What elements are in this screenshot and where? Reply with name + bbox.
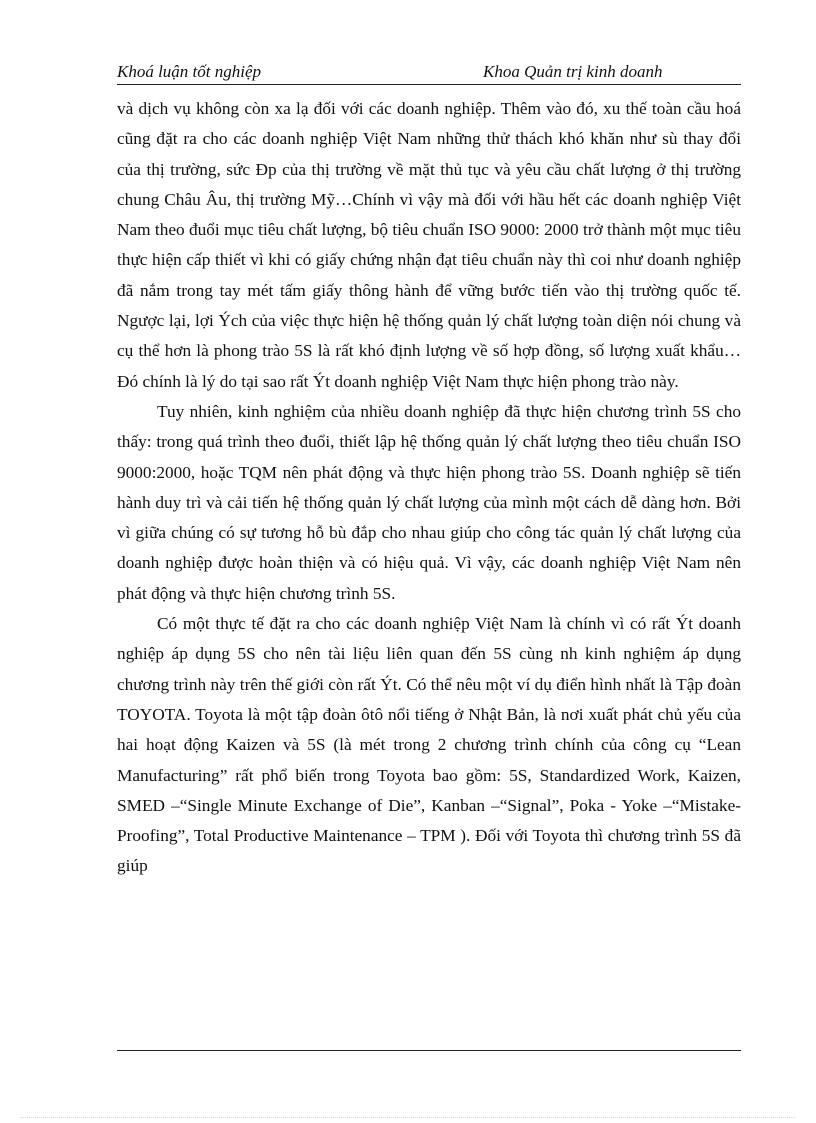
footer-divider	[117, 1050, 741, 1051]
page-bottom-border	[20, 1117, 796, 1118]
header-thesis-label: Khoá luận tốt nghiệp	[117, 62, 262, 81]
body-text	[117, 94, 741, 882]
paragraph-2: Tuy nhiên, kinh nghiệm của nhiều doanh nghiệp đã thực hiện chương trình 5S cho thấy: trong quá trình theo đuổi, thiết lập hệ thống quản lý chất lượng theo tiêu chuẩn ISO 9000:2000, hoặc TQM nên phát động và thực hiện phong trào 5S. Doanh nghiệp sẽ tiến hành duy trì và cải tiến hệ thống quản lý chất lượng của mình một cách dễ dàng hơn. Bởi vì giữa chúng có sự tương hỗ bù đắp cho nhau giúp cho công tác quản lý chất lượng của doanh nghiệp được hoàn thiện và có hiệu quả. Vì vậy, các doanh nghiệp Việt Nam nên phát động và thực hiện chương trình 5S.	[117, 401, 741, 603]
page-header	[117, 60, 741, 85]
header-faculty-label: Khoa Quản trị kinh doanh	[483, 62, 663, 81]
paragraph-3: Có một thực tế đặt ra cho các doanh nghiệp Việt Nam là chính vì có rất Ýt doanh nghiệp áp dụng 5S cho nên tài liệu liên quan đến 5S cùng nh kinh nghiệm áp dụng chương trình này trên thế giới còn rất Ýt. Có thể nêu một ví dụ điển hình nhất là Tập đoàn TOYOTA. Toyota là một tập đoàn ôtô nổi tiếng ở Nhật Bản, là nơi xuất phát chủ yếu của hai hoạt động Kaizen và 5S (là mét trong 2 chương trình chính của công cụ “Lean Manufacturing” rất phổ biến trong Toyota bao gồm: 5S, Standardized Work, Kaizen, SMED –“Single Minute Exchange of Die”, Kanban –“Signal”, Poka - Yoke –“Mistake-Proofing”, Total Productive Maintenance – TPM ). Đối với Toyota thì chương trình 5S đã giúp	[117, 614, 741, 876]
paragraph-1: và dịch vụ không còn xa lạ đối với các doanh nghiệp. Thêm vào đó, xu thế toàn cầu hoá cũng đặt ra cho các doanh nghiệp Việt Nam những thử thách khó khăn như sù thay đổi của thị trường, sức Ðp của thị trường về mặt thủ tục và yêu cầu chất lượng ở thị trường chung Châu Âu, thị trường Mỹ…Chính vì vậy mà đối với hầu hết các doanh nghiệp Việt Nam theo đuổi mục tiêu chất lượng, bộ tiêu chuẩn ISO 9000: 2000 trở thành một mục tiêu thực hiện cấp thiết vì khi có giấy chứng nhận đạt tiêu chuẩn này thì coi như doanh nghiệp đã nắm trong tay mét tấm giấy thông hành để vững bước tiến vào thị trường quốc tế. Ngược lại, lợi Ých của việc thực hiện hệ thống quản lý chất lượng toàn diện nói chung và cụ thể hơn là phong trào 5S là rất khó định lượng về số hợp đồng, số lượng xuất khẩu…Đó chính là lý do tại sao rất Ýt doanh nghiệp Việt Nam thực hiện phong trào này.	[117, 99, 741, 391]
